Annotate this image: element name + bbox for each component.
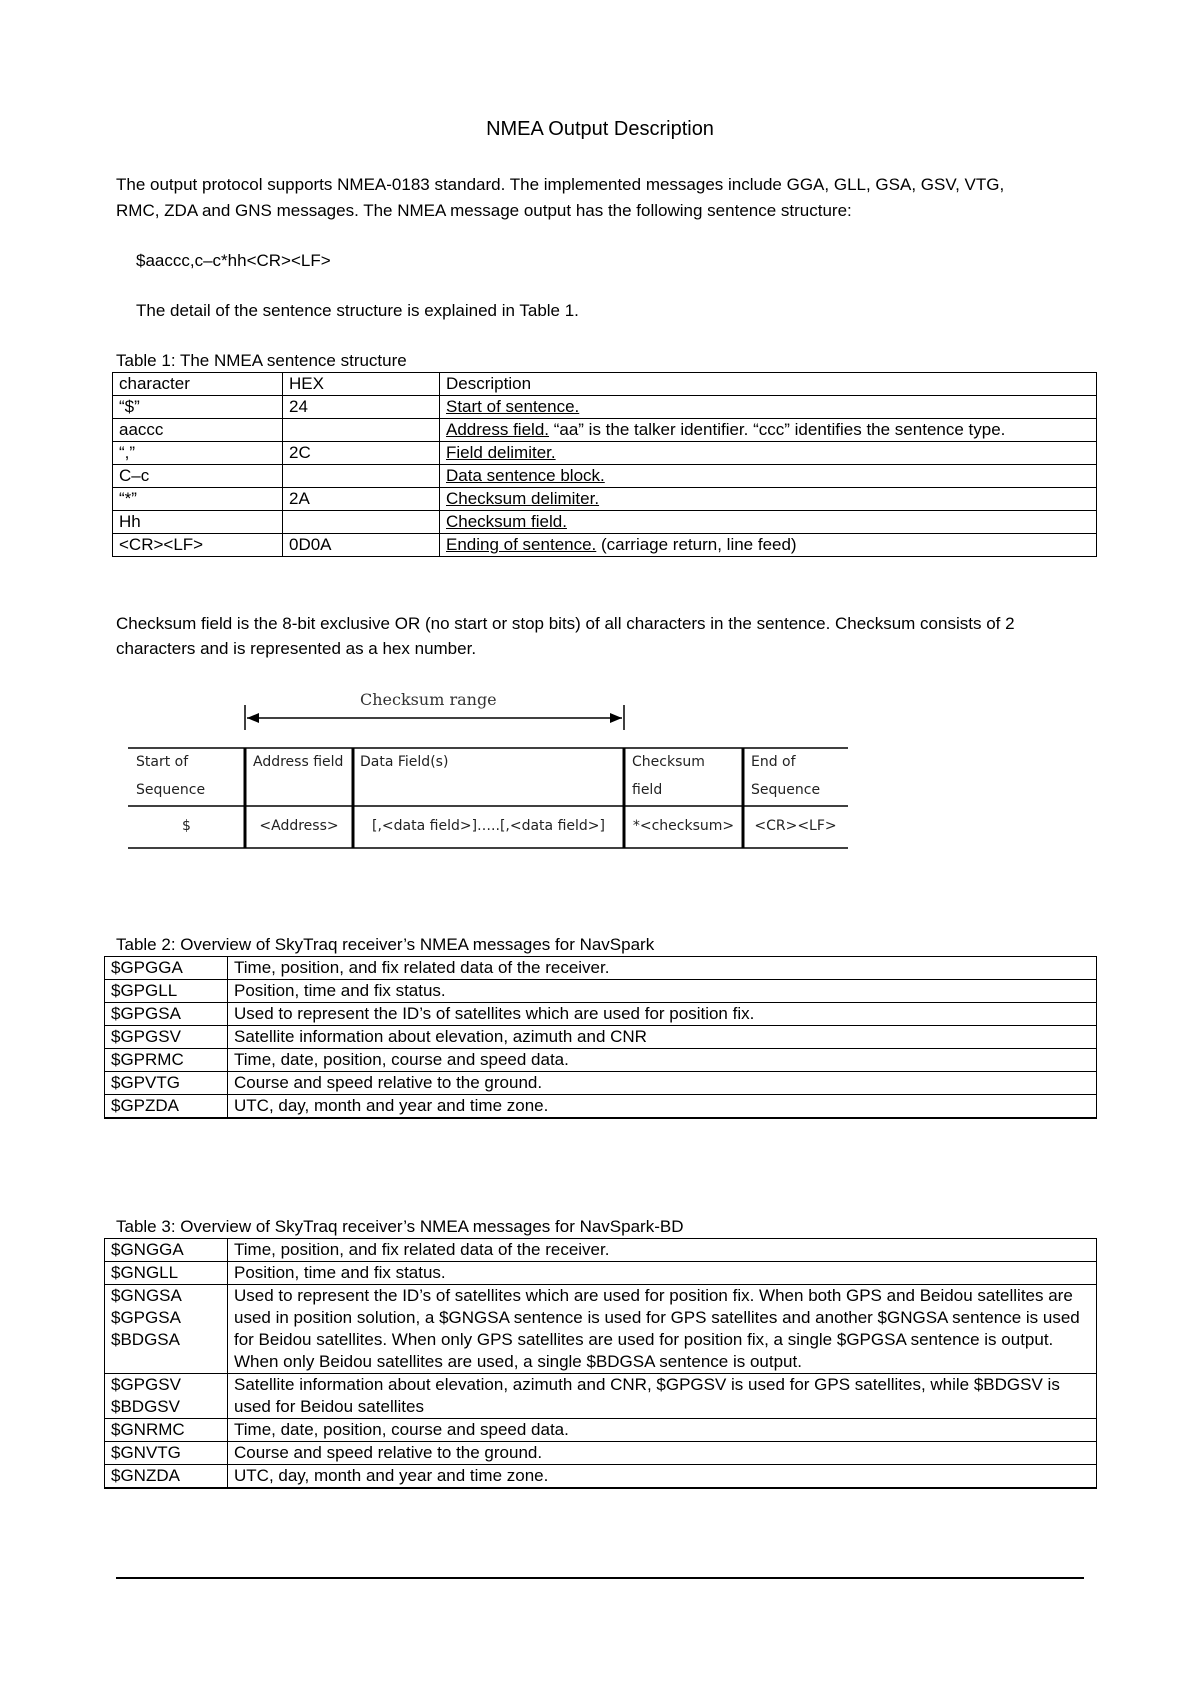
message-desc-cell: Course and speed relative to the ground. bbox=[228, 1072, 1097, 1095]
diagram-value-end: <CR><LF> bbox=[754, 818, 837, 834]
table1-desc-link: Checksum delimiter. bbox=[446, 489, 600, 508]
message-desc-cell: Position, time and fix status. bbox=[228, 980, 1097, 1003]
table1-header-character: character bbox=[113, 373, 283, 396]
table-row bbox=[105, 1072, 1097, 1095]
diagram-header-start: Start of bbox=[136, 754, 189, 770]
table-row bbox=[105, 980, 1097, 1003]
message-desc-cell: Used to represent the ID’s of satellites which are used for position fix. When both GPS and Beidou satellites are used in position solution, a $GNGSA sentence is used for GPS satellites and another $GNGSA sentence is used for Beidou satellites. When only GPS satellites are used for position fix, a single $GPGSA sentence is output. When only Beidou satellites are used, a single $BDGSA sentence is output. bbox=[228, 1285, 1097, 1374]
checksum-text-line-2: characters and is represented as a hex number. bbox=[116, 639, 477, 658]
table1-hex-cell: 2C bbox=[283, 442, 440, 465]
table1-desc-link: Ending of sentence. bbox=[446, 535, 597, 554]
message-desc-cell: Position, time and fix status. bbox=[228, 1262, 1097, 1285]
table1-desc-link: Address field. bbox=[446, 420, 549, 439]
table1-hex-cell: 2A bbox=[283, 488, 440, 511]
message-code-cell: $GPGSA bbox=[105, 1003, 228, 1026]
table1-desc-cell bbox=[440, 465, 1097, 488]
table-row bbox=[105, 1262, 1097, 1285]
page-title: NMEA Output Description bbox=[486, 118, 714, 140]
diagram-header-checksum-2: field bbox=[632, 782, 663, 798]
diagram-value-address: <Address> bbox=[259, 818, 339, 834]
table1-hex-cell bbox=[283, 419, 440, 442]
footer-rule bbox=[116, 1577, 1084, 1579]
message-code: $GNGSA bbox=[111, 1286, 182, 1305]
table3-caption: Table 3: Overview of SkyTraq receiver’s NMEA messages for NavSpark-BD bbox=[116, 1217, 684, 1236]
table-row bbox=[113, 419, 1097, 442]
table1-desc-cell bbox=[440, 419, 1097, 442]
diagram-value-checksum: *<checksum> bbox=[632, 818, 735, 834]
table1-desc-link: Checksum field. bbox=[446, 512, 567, 531]
checksum-range-label: Checksum range bbox=[360, 690, 497, 709]
message-desc-cell: Satellite information about elevation, azimuth and CNR bbox=[228, 1026, 1097, 1049]
table-row bbox=[105, 1049, 1097, 1072]
table3-navspark-bd-messages bbox=[104, 1238, 1097, 1489]
diagram-value-data: [,<data field>]…..[,<data field>] bbox=[372, 818, 605, 834]
table1-desc-cell bbox=[440, 442, 1097, 465]
table-row bbox=[105, 1095, 1097, 1119]
table-row bbox=[113, 465, 1097, 488]
message-code: $BDGSV bbox=[111, 1397, 180, 1416]
table-row bbox=[113, 488, 1097, 511]
table1-char-cell: <CR><LF> bbox=[113, 534, 283, 557]
table1-hex-cell: 24 bbox=[283, 396, 440, 419]
message-code-cell: $GPGSV bbox=[105, 1026, 228, 1049]
range-arrow-left-head bbox=[247, 713, 259, 723]
message-code-cell: $GPZDA bbox=[105, 1095, 228, 1119]
message-code-cell: $GPGLL bbox=[105, 980, 228, 1003]
intro-line-1: The output protocol supports NMEA-0183 standard. The implemented messages include GGA, GLL, GSA, GSV, VTG, bbox=[116, 175, 1005, 194]
message-code-cell bbox=[105, 1285, 228, 1374]
table1-desc-cell bbox=[440, 396, 1097, 419]
message-desc-cell: Time, date, position, course and speed data. bbox=[228, 1419, 1097, 1442]
table1-header-hex: HEX bbox=[283, 373, 440, 396]
table1-caption: Table 1: The NMEA sentence structure bbox=[116, 351, 407, 370]
table1-desc-cell bbox=[440, 488, 1097, 511]
message-desc-cell: Course and speed relative to the ground. bbox=[228, 1442, 1097, 1465]
message-code-cell: $GPRMC bbox=[105, 1049, 228, 1072]
diagram-header-data: Data Field(s) bbox=[360, 754, 449, 770]
diagram-header-checksum: Checksum bbox=[632, 754, 705, 770]
table-row bbox=[105, 1003, 1097, 1026]
message-code-cell: $GNVTG bbox=[105, 1442, 228, 1465]
table-row bbox=[105, 1026, 1097, 1049]
table-row bbox=[113, 396, 1097, 419]
table1-char-cell: “*” bbox=[113, 488, 283, 511]
message-code-cell: $GNGGA bbox=[105, 1239, 228, 1262]
message-desc-cell: Time, position, and fix related data of the receiver. bbox=[228, 957, 1097, 980]
table1-char-cell: “$” bbox=[113, 396, 283, 419]
table1-desc-cell bbox=[440, 511, 1097, 534]
message-code: $BDGSA bbox=[111, 1330, 180, 1349]
message-code-cell: $GPGGA bbox=[105, 957, 228, 980]
sentence-structure: $aaccc,c–c*hh<CR><LF> bbox=[136, 251, 331, 270]
message-desc-cell: Time, date, position, course and speed data. bbox=[228, 1049, 1097, 1072]
range-arrow-right-head bbox=[610, 713, 622, 723]
table2-caption: Table 2: Overview of SkyTraq receiver’s NMEA messages for NavSpark bbox=[116, 935, 655, 954]
table-row bbox=[113, 442, 1097, 465]
intro-line-2: RMC, ZDA and GNS messages. The NMEA message output has the following sentence structure: bbox=[116, 201, 852, 220]
table1-char-cell: Hh bbox=[113, 511, 283, 534]
table-row bbox=[113, 534, 1097, 557]
message-code: $GPGSA bbox=[111, 1308, 181, 1327]
message-code-cell: $GNZDA bbox=[105, 1465, 228, 1489]
table1-desc-link: Start of sentence. bbox=[446, 397, 580, 416]
message-desc-cell: Time, position, and fix related data of the receiver. bbox=[228, 1239, 1097, 1262]
table-row bbox=[105, 1239, 1097, 1262]
table1-desc-extra: “aa” is the talker identifier. “ccc” identifies the sentence type. bbox=[549, 420, 1006, 439]
table1-sentence-structure bbox=[112, 372, 1097, 557]
table1-desc-extra: (carriage return, line feed) bbox=[596, 535, 797, 554]
table-row bbox=[105, 1285, 1097, 1374]
table1-desc-link: Data sentence block. bbox=[446, 466, 605, 485]
table-row bbox=[105, 957, 1097, 980]
message-code-cell: $GNGLL bbox=[105, 1262, 228, 1285]
table-row bbox=[105, 1374, 1097, 1419]
table-row bbox=[113, 511, 1097, 534]
table1-char-cell: aaccc bbox=[113, 419, 283, 442]
diagram-header-end-2: Sequence bbox=[751, 782, 821, 798]
table-row bbox=[105, 1465, 1097, 1489]
message-desc-cell: Used to represent the ID’s of satellites which are used for position fix. bbox=[228, 1003, 1097, 1026]
checksum-diagram bbox=[116, 630, 856, 860]
checksum-text-line-1: Checksum field is the 8-bit exclusive OR (no start or stop bits) of all characters in the sentence. Checksum consists of 2 bbox=[116, 614, 1015, 633]
table1-header-description: Description bbox=[440, 373, 1097, 396]
message-code: $GPGSV bbox=[111, 1375, 181, 1394]
table-row bbox=[105, 1419, 1097, 1442]
table1-desc-cell bbox=[440, 534, 1097, 557]
table1-hex-cell bbox=[283, 511, 440, 534]
message-desc-cell: Satellite information about elevation, azimuth and CNR, $GPGSV is used for GPS satellites, while $BDGSV is used for Beidou satellites bbox=[228, 1374, 1097, 1419]
table1-hex-cell bbox=[283, 465, 440, 488]
table1-desc-link: Field delimiter. bbox=[446, 443, 556, 462]
diagram-header-end: End of bbox=[751, 754, 796, 770]
message-desc-cell: UTC, day, month and year and time zone. bbox=[228, 1095, 1097, 1119]
table1-char-cell: C–c bbox=[113, 465, 283, 488]
table-row bbox=[105, 1442, 1097, 1465]
message-code-cell bbox=[105, 1374, 228, 1419]
table1-hex-cell: 0D0A bbox=[283, 534, 440, 557]
diagram-header-start-2: Sequence bbox=[136, 782, 206, 798]
diagram-header-address: Address field bbox=[253, 754, 344, 770]
table2-navspark-messages bbox=[104, 956, 1097, 1119]
table1-char-cell: “,” bbox=[113, 442, 283, 465]
message-code-cell: $GNRMC bbox=[105, 1419, 228, 1442]
message-code-cell: $GPVTG bbox=[105, 1072, 228, 1095]
message-desc-cell: UTC, day, month and year and time zone. bbox=[228, 1465, 1097, 1489]
table1-header-row bbox=[113, 373, 1097, 396]
diagram-value-start: $ bbox=[182, 818, 191, 834]
structure-detail-text: The detail of the sentence structure is explained in Table 1. bbox=[136, 301, 579, 320]
